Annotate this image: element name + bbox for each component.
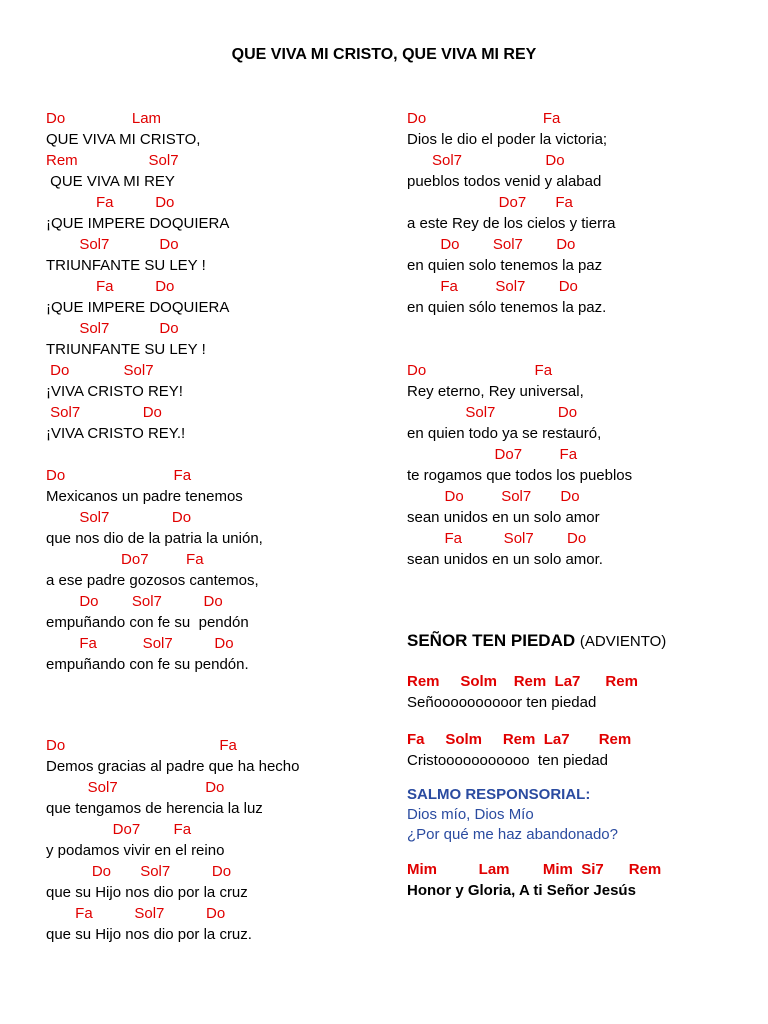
right-column	[407, 108, 752, 901]
lyric-line: Demos gracias al padre que ha hecho	[46, 758, 300, 775]
lyric-line: en quien solo tenemos la paz	[407, 257, 603, 274]
lyric-line: en quien sólo tenemos la paz.	[407, 299, 607, 316]
lyric-line: que su Hijo nos dio por la cruz	[46, 884, 248, 901]
salmo-line-1: Dios mío, Dios Mío	[407, 806, 534, 823]
chord-line: Do Fa	[46, 467, 192, 484]
verse-gap	[407, 318, 752, 360]
lyric-line: Mexicanos un padre tenemos	[46, 488, 243, 505]
chord-line: Do7 Fa	[46, 821, 192, 838]
verse-gap	[46, 444, 386, 465]
lyric-line: TRIUNFANTE SU LEY !	[46, 257, 206, 274]
lyric-line: TRIUNFANTE SU LEY !	[46, 341, 206, 358]
lyric-line: que su Hijo nos dio por la cruz.	[46, 926, 252, 943]
lyric-line: en quien todo ya se restauró,	[407, 425, 602, 442]
chord-line: Do Sol7 Do	[407, 236, 576, 253]
chord-line: Do7 Fa	[407, 446, 578, 463]
lyric-line: y podamos vivir en el reino	[46, 842, 225, 859]
lyric-line: ¡VIVA CRISTO REY!	[46, 383, 183, 400]
chord-line: Sol7 Do	[46, 779, 225, 796]
senor-lyric-1: Señoooooooooor ten piedad	[407, 694, 597, 711]
lyric-line: QUE VIVA MI CRISTO,	[46, 131, 201, 148]
chord-line: Fa Sol7 Do	[46, 635, 234, 652]
verse-gap	[46, 675, 386, 735]
salmo-heading: SALMO RESPONSORIAL:	[407, 786, 591, 803]
chord-line: Sol7 Do	[407, 152, 565, 169]
senor-subtitle: (ADVIENTO)	[579, 633, 667, 650]
senor-title: SEÑOR TEN PIEDAD	[407, 631, 576, 650]
lyric-line: empuñando con fe su pendón.	[46, 656, 249, 673]
lyric-line: sean unidos en un solo amor	[407, 509, 600, 526]
lyric-line: pueblos todos venid y alabad	[407, 173, 602, 190]
lyric-line: ¡QUE IMPERE DOQUIERA	[46, 299, 230, 316]
lyric-line: sean unidos en un solo amor.	[407, 551, 603, 568]
chord-line: Do Fa	[46, 737, 237, 754]
chord-line: Do Lam	[46, 110, 162, 127]
senor-lyric-2: Cristooooooooooo ten piedad	[407, 752, 608, 769]
chord-line: Do Sol7 Do	[407, 488, 580, 505]
chord-line: Do Sol7 Do	[46, 593, 223, 610]
song-title: QUE VIVA MI CRISTO, QUE VIVA MI REY	[231, 46, 537, 63]
chord-line: Fa Do	[46, 194, 175, 211]
chord-line: Do Fa	[407, 362, 553, 379]
chord-line: Fa Do	[46, 278, 175, 295]
chord-line: Sol7 Do	[46, 509, 192, 526]
senor-chords-2: Fa Solm Rem La7 Rem	[407, 731, 632, 748]
chord-line: Rem Sol7	[46, 152, 179, 169]
chord-line: Fa Sol7 Do	[407, 530, 587, 547]
lyric-line: ¡VIVA CRISTO REY.!	[46, 425, 186, 442]
chord-line: Do Fa	[407, 110, 561, 127]
chord-line: Sol7 Do	[46, 236, 179, 253]
salmo-line-2: ¿Por qué me haz abandonado?	[407, 826, 618, 843]
lyric-line: empuñando con fe su pendón	[46, 614, 249, 631]
lyric-line: a este Rey de los cielos y tierra	[407, 215, 616, 232]
senor-chords-1: Rem Solm Rem La7 Rem	[407, 673, 638, 690]
chord-line: Fa Sol7 Do	[407, 278, 578, 295]
chord-line: Do Sol7 Do	[46, 863, 232, 880]
chord-line: Sol7 Do	[46, 320, 179, 337]
right-verses	[407, 108, 752, 570]
lyric-line: Rey eterno, Rey universal,	[407, 383, 584, 400]
lyric-line: ¡QUE IMPERE DOQUIERA	[46, 215, 230, 232]
lyric-line: que nos dio de la patria la unión,	[46, 530, 263, 547]
lyric-line: que tengamos de herencia la luz	[46, 800, 263, 817]
lyric-line: Dios le dio el poder la victoria;	[407, 131, 608, 148]
left-column	[46, 108, 386, 945]
chord-line: Fa Sol7 Do	[46, 905, 226, 922]
salmo-lyric: Honor y Gloria, A ti Señor Jesús	[407, 882, 636, 899]
chord-line: Do Sol7	[46, 362, 154, 379]
chord-line: Do7 Fa	[407, 194, 573, 211]
chord-line: Sol7 Do	[46, 404, 162, 421]
lyric-line: a ese padre gozosos cantemos,	[46, 572, 259, 589]
chord-line: Do7 Fa	[46, 551, 204, 568]
chord-line: Sol7 Do	[407, 404, 578, 421]
lyric-line: te rogamos que todos los pueblos	[407, 467, 633, 484]
lyric-line: QUE VIVA MI REY	[46, 173, 175, 190]
senor-section-title	[407, 630, 752, 653]
salmo-chords: Mim Lam Mim Si7 Rem	[407, 861, 662, 878]
